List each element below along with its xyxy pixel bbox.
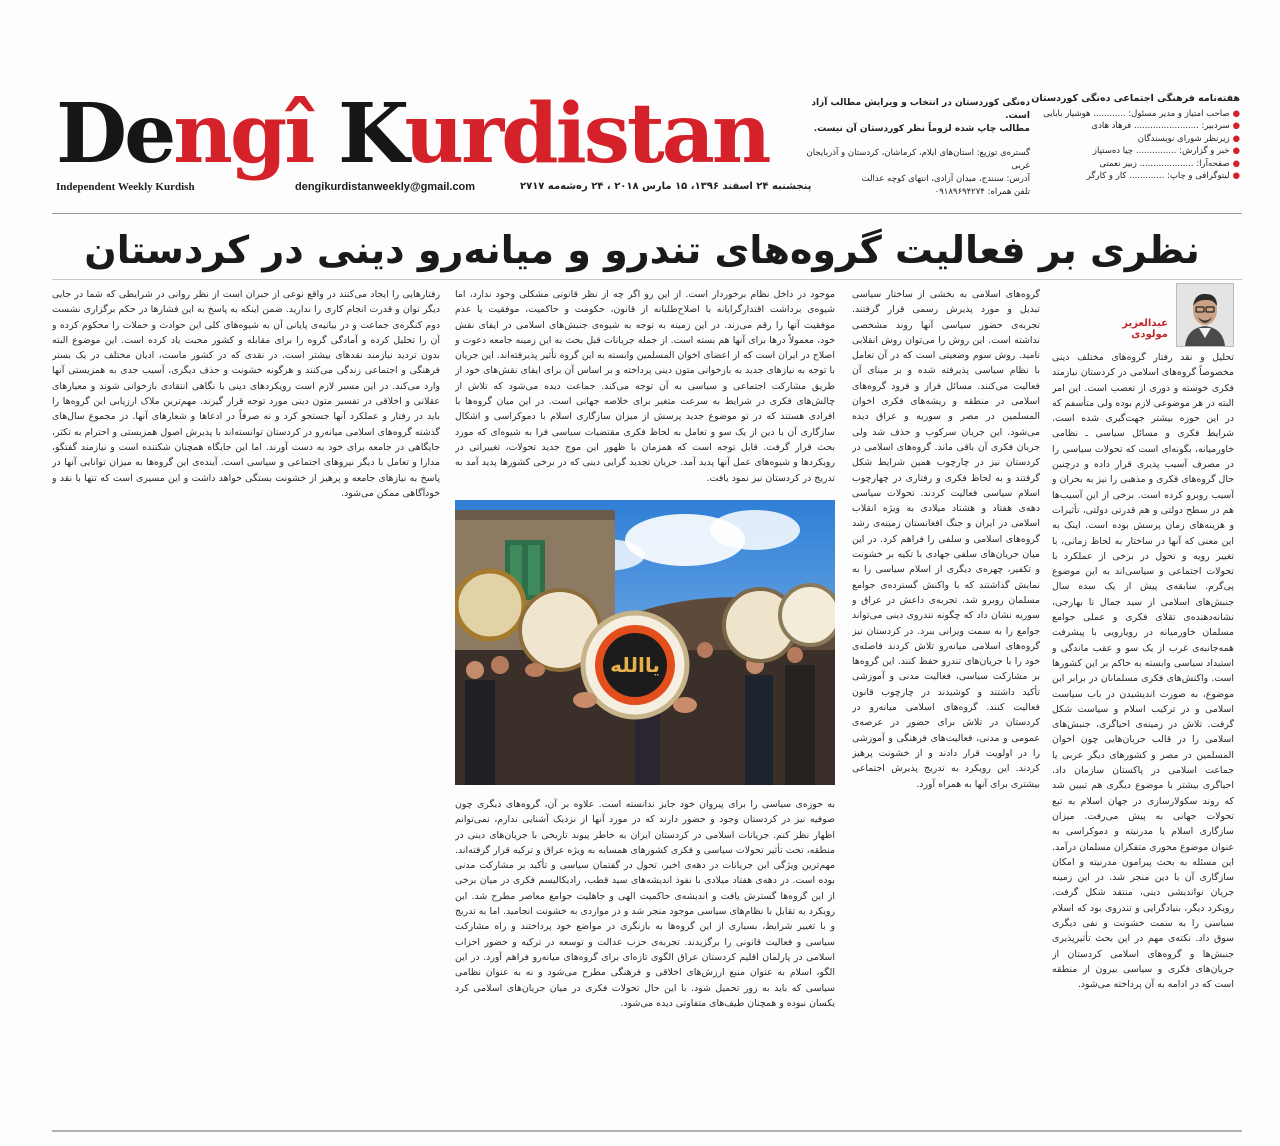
bullet-icon: ●	[1232, 158, 1240, 169]
logo-part: ngî	[173, 86, 338, 182]
bullet-icon: ●	[1232, 146, 1240, 156]
ceremony-photo-icon	[455, 500, 835, 785]
distribution-line: گستره‌ی توزیع: استان‌های ایلام، کرماشان، کردستان و آذربایجان غربی	[806, 148, 1030, 171]
staff-row-text: سردبیر: ........................ فرهاد هادی	[1091, 121, 1230, 131]
staff-row	[1030, 133, 1240, 146]
divider	[52, 279, 1242, 280]
staff-row	[1030, 108, 1240, 121]
staff-row-text: لیتوگرافی و چاپ: ............. کار و کارگر	[1086, 171, 1230, 181]
tagline: Independent Weekly Kurdish	[56, 181, 195, 193]
divider	[52, 1130, 1242, 1132]
logo-part: urdistan	[404, 86, 769, 182]
bullet-icon: ●	[1232, 121, 1240, 131]
staff-row	[1030, 120, 1240, 133]
distribution-info	[790, 147, 1030, 199]
staff-title: هفته‌نامه فرهنگی اجتماعی دەنگی کوردستان	[1031, 93, 1240, 104]
staff-row	[1030, 170, 1240, 183]
staff-row-text: صاحب امتیاز و مدیر مسئول: ............ هوشیار بابایی	[1043, 108, 1230, 119]
newspaper-logo	[56, 86, 776, 182]
divider	[52, 213, 1242, 214]
article-headline: نظری بر فعالیت گروه‌های تندرو و میانه‌رو دینی در کردستان	[84, 228, 1200, 272]
drum-inscription: یاالله	[610, 653, 660, 677]
author-portrait-icon	[1177, 284, 1233, 346]
article-column	[455, 797, 835, 1125]
author-photo	[1176, 283, 1234, 347]
bullet-icon: ●	[1232, 171, 1240, 181]
staff-row-text: خبر و گزارش: ............... چیا دەستپاز	[1092, 146, 1230, 156]
bullet-icon: ●	[1232, 133, 1240, 144]
masthead	[50, 85, 1240, 205]
column-text: به حوزه‌ی سیاسی را برای پیروان خود جایز ندانسته است. علاوه بر آن، گروه‌های دیگری چون صوفیه نیز در کردستان وجود و حضور دارند که در مورد آنها از نزدیک آشنایی ندارم، نمی‌توانم اظهار نظر کنم. جریانات اسلامی در کردستان ایران به خاطر پیوند تاریخی با جریان‌های دینی در منطقه، تحت تأثیر تحولات سیاسی و فکری کشورهای همسایه به ویژه عراق و ترکیه قرار گرفته‌اند. مهم‌ترین ویژگی این جریانات در دهه‌ی اخیر، تحول در گفتمان سیاسی و تأکید بر مشارکت مدنی بوده است. در دهه‌ی هفتاد میلادی با نفوذ اندیشه‌های سید قطب، رادیکالیسم فکری در میان برخی از این گروه‌ها گسترش یافت و اندیشه‌ی حاکمیت الهی و جاهلیت جوامع معاصر مطرح شد. این رویکرد به تقابل با نظام‌های سیاسی موجود منجر شد و در مواردی به خشونت انجامید. اما به تدریج و با تغییر شرایط، بسیاری از این گروه‌ها به بازنگری در مواضع خود پرداختند و راه مشارکت سیاسی و فعالیت قانونی را برگزیدند. تجربه‌ی حزب عدالت و توسعه در ترکیه و حضور احزاب اسلامی در پارلمان اقلیم کردستان عراق الگوی تازه‌ای برای گروه‌های میانه‌رو فراهم آورد. در این الگو، اسلام به عنوان منبع ارزش‌های اخلاقی و فرهنگی مطرح می‌شود و نه به عنوان نظامی سیاسی که باید به زور تحمیل شود. با این حال تحولات فکری در میان جریان‌های اسلامی کرد یکسان نبوده و همچنان طیف‌های متفاوتی دیده می‌شود.	[455, 799, 835, 1009]
article-column	[455, 287, 835, 489]
staff-row-text: زیرنظر شورای نویسندگان	[1137, 133, 1230, 144]
bullet-icon: ●	[1232, 108, 1240, 119]
article-column	[1052, 350, 1234, 1125]
logo-part: K	[337, 86, 405, 182]
notice-line: مطالب چاپ شده لزوماً نظر کوردستان آن نیست.	[813, 124, 1030, 134]
column-text: رفتارهایی را ایجاد می‌کنند در واقع نوعی از جبران است از نظر روانی در شرایطی که شما در جایی دیگر توان و قدرت انجام کاری را ندارید. ضمن اینکه به پاسخ به این فشارها در حکم برگزاری نشست دوم کنگره‌ی جماعت و در بیانیه‌ی پایانی آن به شیوه‌های کلی این حوادث و حملات را محکوم کرده و آن را تحلیل کرده و آمادگی گروه را برای مقابله و کشور محبت یاد کرده است. این موضوع البته بدون تردید نیازمند نقدهای بیشتر است. در نقدی که در کشور ماست، ادیان مختلف در یک بستر فرهنگی و اجتماعی زندگی می‌کنند و هرگونه خشونت و حذف دیگری، آسیب جدی به همزیستی آنها وارد می‌کند. در این مسیر لازم است رویکردهای دینی با نگاهی انتقادی بازخوانی شوند و معیارهای عقلانی و اخلاقی در تفسیر متون دینی مورد توجه قرار گیرند. مهم‌ترین ملاک ارزیابی این گروه‌ها را باید در رفتار و عملکرد آنها جستجو کرد و نه صرفاً در ادعاها و شعارهای آنها. در مجموع سال‌های گذشته گروه‌های اسلامی میانه‌رو در کردستان توانسته‌اند با پذیرش اصول همزیستی و احترام به تکثر، جایگاهی در جامعه برای خود به دست آورند. اما این جایگاه همچنان شکننده است و نیازمند گفتگو، مدارا و تعامل با دیگر نیروهای اجتماعی و سیاسی است. آینده‌ی این گروه‌ها به میزان توانایی آنها در پاسخ به نیازهای جامعه و پرهیز از خشونت بستگی خواهد داشت و این مسیری است که تنها با نقد و خودآگاهی ممکن می‌شود.	[52, 289, 440, 499]
column-text: تحلیل و نقد رفتار گروه‌های مختلف دینی مخصوصاً گروه‌های اسلامی در کردستان نیازمند فکری خوسته و دوری از تعصب است. این امر البته در هر موضوعی لازم بوده ولی متأسفم که در این حوزه بیشتر جهت‌گیری شده است. شرایط فکری و مسائل سیاسی ـ نظامی خاورمیانه، بگونه‌ای است که تحولات سیاسی را در مصرف آسیب پذیری قرار داده و درچنین حال گروه‌های فکری و مذهبی را نیز به بحران و آسیب روبرو کرده است. برخی از این آسیب‌ها هم در سطح دولتی و هم قدرتی دولتی، تأثیرات و هزینه‌های زمان پرسش بوده است. اینک به این معنی که آنها در ساختار به لحاظ زمانی، با تغییر رویه و تحول در برخی از عملکرد با تحولات اجتماعی و سیاسی‌اند به این موضوع پی‌گرم. سابقه‌ی پیش از یک سده سال جنبش‌های اسلامی از سید جمال تا بهارجی، نشانه‌دهنده‌ی تقلای فکری و عملی جوامع مسلمان خاورمیانه در رویارویی با پیشرفت همه‌جانبه‌ی غرب از یک سو و عقب ماندگی و استبداد سیاسی وابسته به حاکم بر این کشورها است. واکنش‌های فکری مسلمانان در برابر این موضوع، به صورت اندیشیدن در باب سیاست اسلامی و در ترکیب اسلام و سیاست شکل گرفت. تلاش در زمینه‌ی احیاگری، جنبش‌های اسلامی را در قالب جریان‌هایی چون اخوان المسلمین در مصر و کشورهای دیگر عربی یا جماعت اسلامی در پاکستان سازمان داد. احیاگری بیشتر با موضوع دیگری هم تبیین شد که روند سکولارسازی در جهان اسلام به تبع تحولات جهانی به پیش می‌رفت. میزان سازگاری اسلام یا مدرنیته و دموکراسی به عنوان موضوع محوری متفکران مسلمان درآمد. این مسئله به بحث پیرامون مدرنیته و امکان سازگاری آن با دین منجر شد. در این زمینه جریان نواندیشی دینی، منتقد شکل گرفت. رویکرد دیگر، بنیادگرایی و تندروی بود که اسلام سیاسی را به سمت خشونت و نفی دیگری سوق داد. نکته‌ی مهم در این بحث تأثیرپذیری جنبش‌ها و گروه‌های اسلامی کردستان از جریان‌های فکری و سیاسی بیرون از منطقه است که در ادامه به آن پرداخته می‌شود.	[1052, 352, 1234, 991]
distribution-line: تلفن همراه: ۰۹۱۸۹۶۹۴۲۷۴	[934, 187, 1030, 197]
article-photo	[455, 500, 835, 785]
distribution-line: آدرس: سنندج، میدان آزادی، انتهای کوچه عدالت	[861, 174, 1030, 184]
article-column	[52, 287, 440, 1125]
editorial-notice	[790, 97, 1030, 136]
author-name: عبدالعزیز مولودی	[1122, 318, 1168, 340]
logo-part: De	[56, 86, 174, 182]
column-text: موجود در داخل نظام برخوردار است. از این رو اگر چه از نظر قانونی مشکلی وجود ندارد، اما شیوه‌ی برداشت اقتدارگرایانه با اصلاح‌طلبانه از قانون، حکومت و حاکمیت، موفقیت یا عدم موفقیت آنها را رقم می‌زند. در این زمینه به توجه به شیوه‌ی جنبش‌های اسلامی در ایفای نقش خود، معمولاً درها برای آنها هم بسته است. از جمله جریانات قبل بحث به این زمینه جامعه دعوت و اصلاح در ایران است که از اعضای اخوان المسلمین وابسته به این گروه تأثیر پذیرفته‌اند. این جریان با توجه به نیازهای جدید به بازخوانی متون دینی پرداخته و بر اساس آن برای ایفای نقش‌های خود از طریق مشارکت اجتماعی و سیاسی به آن توجه می‌کند. جماعت دیده می‌شود که تلاش از چالش‌های فکری در شرایط به سرعت متغیر برای خلاصه جهانی است. در این میان گروه‌ها با افرادی هستند که در تو موضوع جدید پرسش از میزان سازگاری اسلام با دموکراسی و اشکال سازگاری آن با دین از یک سو و تعامل به لحاظ فکری مقتضیات سیاسی فرا به شیوه‌ای که مورد بحث قرار گرفت. قابل توجه است که همزمان با ظهور این موج جدید تحولات، تغییراتی در رویکردها و شیوه‌های عمل آنها پدید آمد. جریان تجدید گرایی دینی که در برخی کشورها پدید آمد به تدریج در کردستان نیز نمود یافت.	[455, 289, 835, 484]
notice-line: دەنگی کوردستان در انتخاب و ویرایش مطالب آزاد است.	[811, 98, 1030, 121]
staff-box	[1030, 93, 1240, 183]
article-column	[852, 287, 1040, 1125]
issue-date: پنجشنبه ۲۴ اسفند ۱۳۹۶، ۱۵ مارس ۲۰۱۸ ، ۲۴ رەشەمە ۲۷۱۷	[520, 181, 812, 192]
staff-row	[1030, 158, 1240, 171]
column-text: گروه‌های اسلامی به بخشی از ساختار سیاسی تبدیل و مورد پذیرش رسمی قرار گرفتند. تجربه‌ی حضور سیاسی آنها روند مشخصی نداشته است. این روش را می‌توان روش انقلابی نامید. روش سوم وضعیتی است که در آن تعامل با نظام سیاسی پذیرفته شده و بر مبنای آن فعالیت می‌کنند. مسائل فراز و فرود گروه‌های اسلامی در منطقه و ریشه‌های فکری اخوان المسلمین در مصر و سوریه و عراق دیده می‌شود. این جریان سرکوب و حذف شد ولی جریان فکری آن باقی ماند. گروه‌های اسلامی در کردستان نیز در چارچوب همین شرایط شکل گرفتند و به لحاظ فکری و رفتاری در چهارچوب اسلام سیاسی فعالیت کردند. تحولات سیاسی دهه‌ی هفتاد و هشتاد میلادی به ویژه انقلاب اسلامی در ایران و جنگ افغانستان زمینه‌ی رشد گروه‌های اسلامی و سلفی را فراهم کرد. در این میان جریان‌های سلفی جهادی با تکیه بر خشونت و تکفیر، چهره‌ی دیگری از اسلام سیاسی را به نمایش گذاشتند که با واکنش گسترده‌ی جوامع مسلمان روبرو شد. تجربه‌ی داعش در عراق و سوریه نشان داد که چگونه تندروی دینی می‌تواند جوامع را به سمت ویرانی ببرد. در کردستان نیز گروه‌های اسلامی میانه‌رو تلاش کردند فاصله‌ی خود را با جریان‌های تندرو حفظ کنند. این گروه‌ها بر مشارکت سیاسی، فعالیت مدنی و آموزشی تأکید داشتند و کوشیدند در چارچوب قانون فعالیت کنند. گروه‌های اسلامی میانه‌رو در کردستان در تلاش برای حضور در عرصه‌ی عمومی و مدنی، فعالیت‌های فرهنگی و آموزشی را در اولویت قرار دادند و از خشونت پرهیز کردند. این رویکرد به تدریج پذیرش اجتماعی بیشتری برای آنها به همراه آورد.	[852, 289, 1040, 790]
staff-row	[1030, 145, 1240, 158]
staff-row-text: صفحه‌آرا: .................... زبیر نعمتی	[1099, 158, 1230, 169]
email-address: dengikurdistanweekly@gmail.com	[295, 181, 476, 193]
